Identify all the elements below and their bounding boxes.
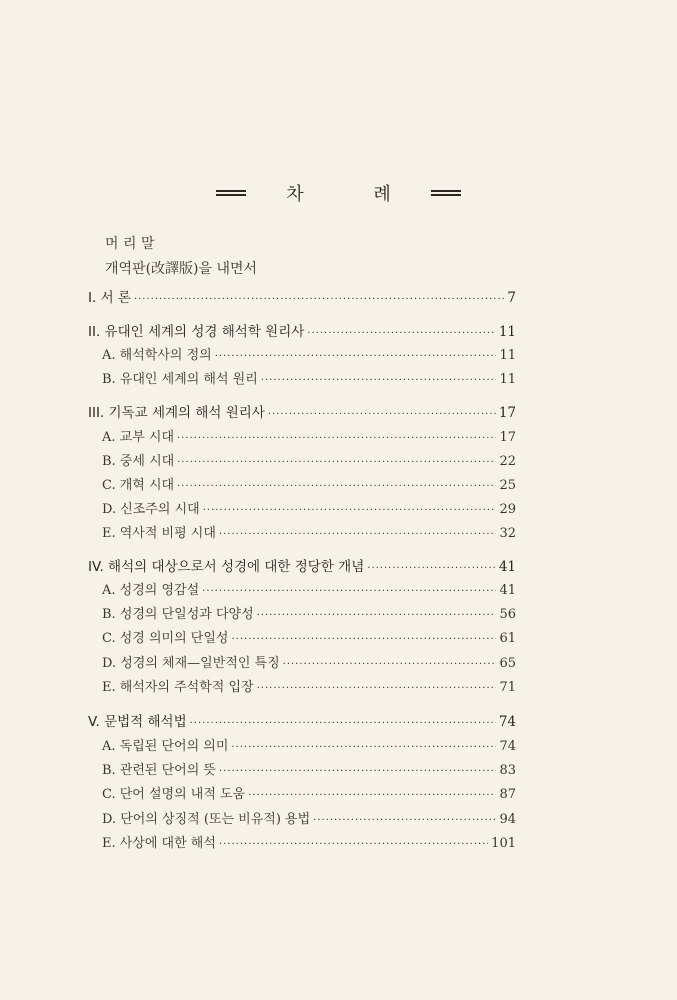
toc-entry-label: B. 관련된 단어의 뜻	[102, 763, 216, 778]
leader-dots	[219, 763, 496, 781]
toc-entry-page: 87	[499, 787, 516, 802]
toc-entry[interactable]	[102, 811, 516, 830]
leader-dots	[268, 406, 496, 424]
page-title: 차 례	[286, 184, 423, 205]
preface-item: 머 리 말	[105, 236, 155, 252]
leader-dots	[313, 812, 496, 830]
toc-entry-label: A. 독립된 단어의 의미	[102, 739, 229, 754]
toc-entry-label: E. 사상에 대한 해석	[102, 836, 216, 851]
toc-entry-page: 101	[491, 836, 516, 851]
leader-dots	[190, 715, 496, 733]
toc-entry-page: 83	[499, 763, 516, 778]
leader-dots	[283, 656, 497, 674]
toc-entry-page: 25	[499, 478, 516, 493]
toc-entry-page: 22	[499, 454, 516, 469]
leader-dots	[177, 430, 496, 448]
toc-entry[interactable]	[102, 738, 516, 757]
toc-entry-page: 32	[499, 526, 516, 541]
toc-entry-label: IV. 해석의 대상으로서 성경에 대한 정당한 개념	[88, 559, 365, 575]
toc-entry[interactable]	[88, 713, 516, 733]
toc-entry[interactable]	[88, 404, 516, 424]
leader-dots	[231, 739, 496, 757]
toc-entry-label: E. 역사적 비평 시대	[102, 526, 216, 541]
toc-entry[interactable]	[88, 323, 516, 343]
toc-entry[interactable]	[102, 477, 516, 496]
toc-entry[interactable]	[102, 582, 516, 601]
toc-entry[interactable]	[102, 606, 516, 625]
toc-entry-page: 11	[499, 348, 516, 363]
toc-entry-label: A. 성경의 영감설	[102, 583, 200, 598]
toc-entry-label: D. 신조주의 시대	[102, 502, 200, 517]
toc-entry-label: B. 중세 시대	[102, 454, 175, 469]
leader-dots	[257, 607, 497, 625]
toc-entry-label: D. 성경의 체재—일반적인 특징	[102, 656, 280, 671]
toc-entry-label: A. 해석학사의 정의	[102, 348, 212, 363]
toc-entry-label: D. 단어의 상징적 (또는 비유적) 용법	[102, 812, 311, 827]
toc-entry-label: A. 교부 시대	[102, 430, 175, 445]
toc-entry[interactable]	[88, 558, 516, 578]
leader-dots	[261, 372, 497, 390]
leader-dots	[177, 478, 496, 496]
toc-entry[interactable]	[102, 371, 516, 390]
leader-dots	[257, 680, 497, 698]
toc-entry-label: C. 성경 의미의 단일성	[102, 631, 229, 646]
leader-dots	[202, 583, 496, 601]
toc-entry[interactable]	[102, 429, 516, 448]
toc-entry-page: 74	[498, 714, 516, 730]
toc-entry-label: C. 단어 설명의 내적 도움	[102, 787, 246, 802]
toc-entry-page: 71	[499, 680, 516, 695]
leader-dots	[215, 348, 497, 366]
toc-entry-page: 11	[499, 372, 516, 387]
toc-entry[interactable]	[102, 655, 516, 674]
toc-entry[interactable]	[102, 630, 516, 649]
heading-ornament-left	[216, 188, 246, 198]
preface-item: 개역판(改譯版)을 내면서	[105, 261, 258, 277]
toc-entry[interactable]	[102, 762, 516, 781]
toc-entry-label: C. 개혁 시대	[102, 478, 175, 493]
toc-entry-page: 94	[499, 812, 516, 827]
toc-entry-page: 17	[499, 430, 516, 445]
toc-entry[interactable]	[102, 453, 516, 472]
toc-entry-page: 7	[507, 290, 516, 306]
toc-entry-page: 11	[498, 324, 516, 340]
toc-entry-label: III. 기독교 세계의 해석 원리사	[88, 405, 265, 421]
toc-entry-page: 65	[499, 656, 516, 671]
toc-entry-label: I. 서 론	[88, 290, 131, 306]
leader-dots	[367, 560, 496, 578]
leader-dots	[307, 325, 496, 343]
toc-entry[interactable]	[102, 786, 516, 805]
toc-entry[interactable]	[102, 525, 516, 544]
leader-dots	[134, 291, 504, 309]
toc-entry-page: 61	[499, 631, 516, 646]
leader-dots	[177, 454, 496, 472]
toc-entry[interactable]	[102, 347, 516, 366]
toc-entry[interactable]	[88, 289, 516, 309]
toc-entry-label: V. 문법적 해석법	[88, 714, 187, 730]
leader-dots	[219, 836, 488, 854]
toc-entry-label: E. 해석자의 주석학적 입장	[102, 680, 254, 695]
heading-ornament-right	[431, 188, 461, 198]
toc-entry-page: 41	[499, 583, 516, 598]
toc-entry-page: 17	[498, 405, 516, 421]
leader-dots	[248, 787, 496, 805]
toc-entry-label: II. 유대인 세계의 성경 해석학 원리사	[88, 324, 305, 340]
toc-entry[interactable]	[102, 501, 516, 520]
leader-dots	[231, 631, 496, 649]
toc-entry-label: B. 유대인 세계의 해석 원리	[102, 372, 258, 387]
toc-entry-label: B. 성경의 단일성과 다양성	[102, 607, 254, 622]
leader-dots	[219, 526, 497, 544]
toc-heading	[0, 180, 677, 206]
toc-entry-page: 41	[498, 559, 516, 575]
leader-dots	[203, 502, 497, 520]
toc-entry[interactable]	[102, 835, 516, 854]
toc-entry-page: 56	[499, 607, 516, 622]
toc-entry-page: 29	[499, 502, 516, 517]
toc-entry-page: 74	[499, 739, 516, 754]
toc-entry[interactable]	[102, 679, 516, 698]
